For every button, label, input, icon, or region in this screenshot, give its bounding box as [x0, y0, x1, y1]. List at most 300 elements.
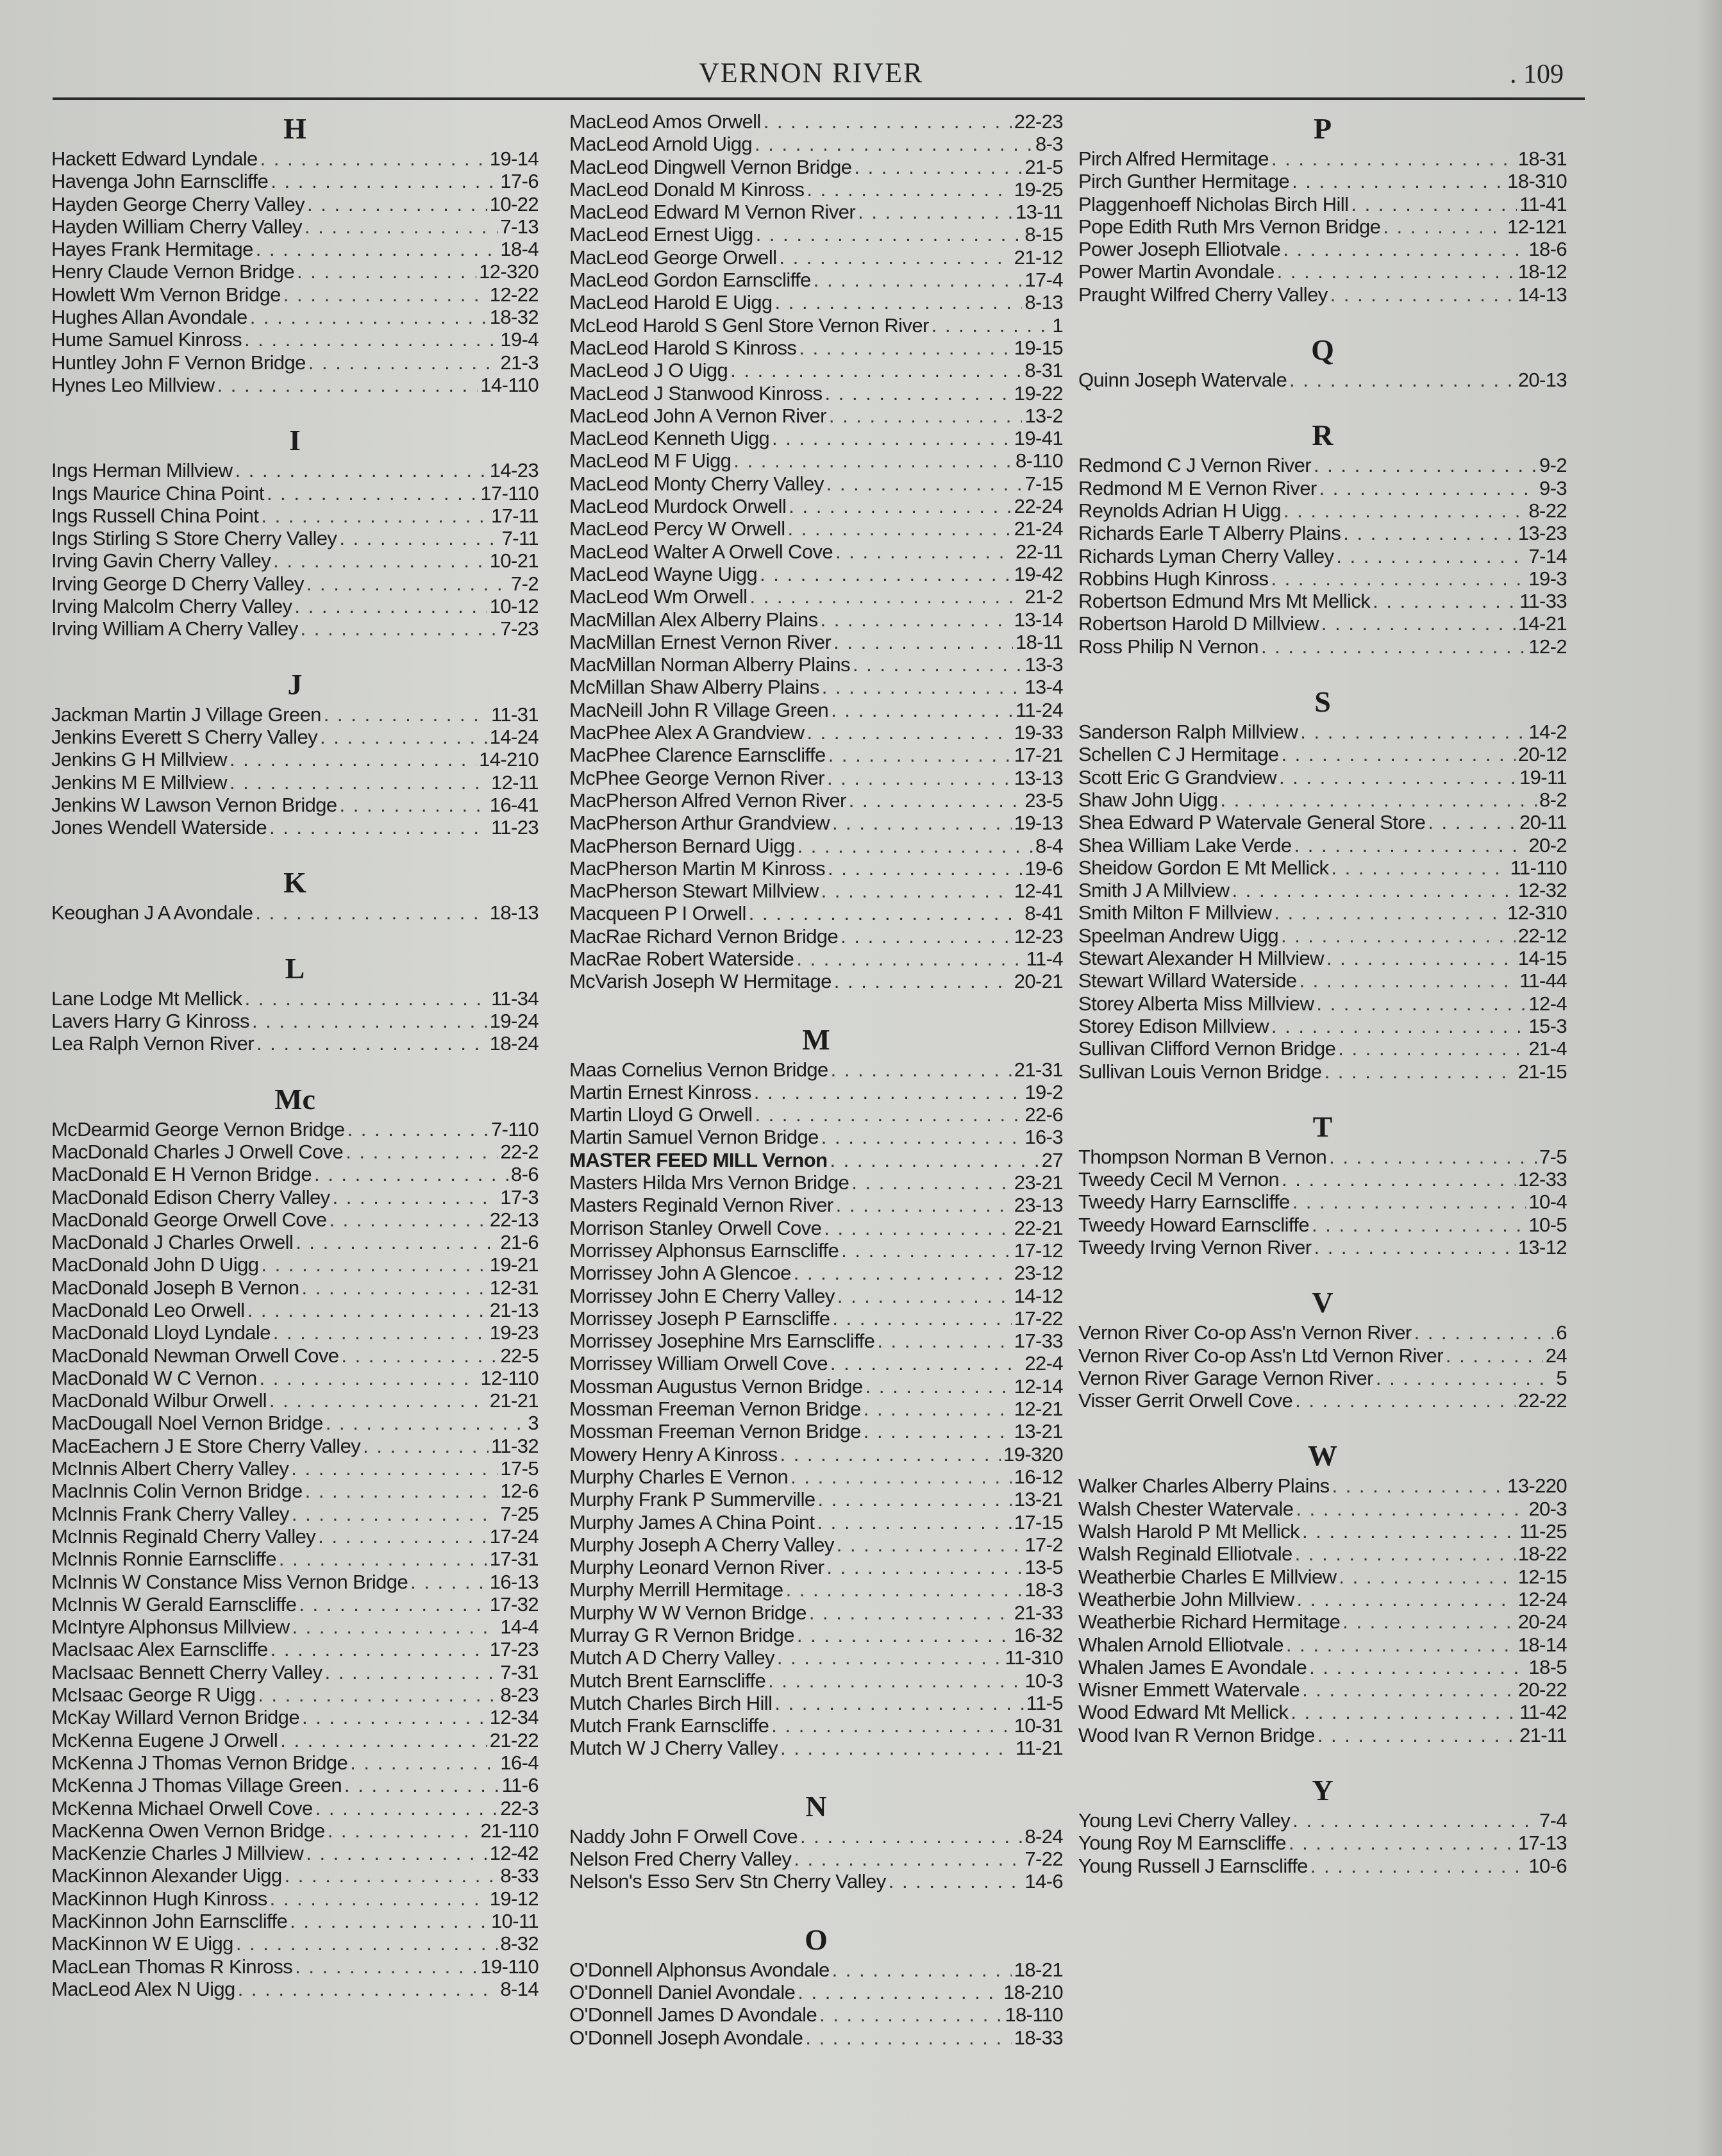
entry-phone: 18-11 — [1016, 630, 1063, 653]
directory-entry — [51, 748, 539, 771]
entry-name: MacPherson Stewart Millview — [569, 880, 819, 903]
directory-entry — [569, 1825, 1063, 1848]
entry-name: O'Donnell James D Avondale — [569, 2003, 817, 2026]
section-letter: O — [805, 1923, 828, 1956]
entry-name: Mossman Augustus Vernon Bridge — [569, 1375, 863, 1398]
directory-entry — [569, 744, 1063, 766]
directory-entry — [1078, 1678, 1567, 1701]
entry-name: Mowery Henry A Kinross — [569, 1442, 778, 1466]
entry-name: Tweedy Harry Earnscliffe — [1078, 1191, 1290, 1214]
entry-phone: 12-23 — [1014, 924, 1063, 948]
entry-phone: 22-3 — [500, 1796, 539, 1819]
leader-dots — [789, 495, 1011, 517]
entry-phone: 23-21 — [1014, 1171, 1063, 1194]
leader-dots — [780, 1443, 1001, 1466]
entry-name: Mutch W J Cherry Valley — [569, 1737, 778, 1760]
leader-dots — [1446, 1344, 1543, 1367]
entry-name: Hackett Edward Lyndale — [51, 147, 258, 170]
leader-dots — [1292, 1191, 1526, 1213]
entry-name: MacDonald George Orwell Cove — [51, 1208, 327, 1231]
directory-entry — [51, 1163, 539, 1185]
directory-entry — [569, 1375, 1063, 1398]
leader-dots — [830, 1149, 1039, 1171]
entry-name: Martin Ernest Kinross — [569, 1080, 751, 1103]
directory-entry — [569, 1737, 1063, 1759]
entry-phone: 11-34 — [491, 987, 539, 1010]
leader-dots — [794, 1262, 1012, 1284]
entry-name: McVarish Joseph W Hermitage — [569, 970, 832, 993]
leader-dots — [273, 549, 487, 572]
entry-phone: 13-11 — [1016, 201, 1063, 224]
entry-name: Tweedy Irving Vernon River — [1078, 1235, 1312, 1258]
entry-phone: 14-4 — [500, 1616, 539, 1639]
directory-entry — [569, 970, 1063, 992]
entry-phone: 21-2 — [1024, 585, 1063, 608]
directory-entry — [51, 1010, 539, 1032]
directory-entry — [1078, 635, 1567, 658]
entry-phone: 7-14 — [1528, 544, 1567, 567]
directory-entry — [569, 1217, 1063, 1239]
directory-entry — [1078, 1214, 1567, 1236]
leader-dots — [809, 1601, 1012, 1624]
directory-entry — [1078, 147, 1567, 170]
leader-dots — [306, 572, 508, 595]
entry-phone: 22-13 — [489, 1208, 539, 1231]
entry-phone: 19-42 — [1014, 562, 1063, 585]
leader-dots — [1232, 879, 1516, 901]
entry-name: MacKinnon W E Uigg — [51, 1932, 233, 1955]
directory-entry — [569, 767, 1063, 789]
directory-entry — [51, 1344, 539, 1367]
entry-phone: 10-4 — [1528, 1191, 1567, 1214]
entry-phone: 7-4 — [1539, 1809, 1567, 1832]
entry-name: Vernon River Co-op Ass'n Vernon River — [1078, 1321, 1412, 1344]
entry-phone: 7-110 — [491, 1117, 539, 1141]
entry-phone: 12-15 — [1517, 1565, 1567, 1588]
leader-dots — [1274, 901, 1505, 924]
leader-dots — [772, 427, 1012, 449]
leader-dots — [261, 505, 489, 527]
entry-phone: 10-5 — [1528, 1213, 1567, 1236]
directory-entry — [1078, 1146, 1567, 1168]
directory-entry — [569, 269, 1063, 291]
entry-name: Vernon River Garage Vernon River — [1078, 1366, 1373, 1389]
leader-dots — [261, 1253, 487, 1276]
column-2 — [569, 110, 1063, 2049]
page-edge-shadow — [1696, 0, 1722, 2156]
directory-entry — [1078, 1321, 1567, 1344]
directory-entry — [569, 585, 1063, 608]
leader-dots — [790, 1466, 1012, 1488]
entry-name: Young Levi Cherry Valley — [1078, 1809, 1291, 1832]
leader-dots — [333, 1186, 498, 1208]
leader-dots — [1383, 215, 1505, 238]
directory-entry — [1078, 1656, 1567, 1678]
entry-name: Power Martin Avondale — [1078, 260, 1275, 283]
directory-entry — [1078, 789, 1567, 811]
entry-phone: 6 — [1556, 1321, 1567, 1344]
entry-name: MacPhee Alex A Grandview — [569, 721, 805, 744]
directory-entry — [1078, 193, 1567, 215]
directory-entry — [51, 1774, 539, 1796]
leader-dots — [307, 193, 487, 215]
leader-dots — [1297, 1588, 1516, 1610]
directory-entry — [1078, 924, 1567, 947]
leader-dots — [1291, 1701, 1517, 1723]
leader-dots — [344, 1774, 499, 1796]
leader-dots — [932, 314, 1050, 337]
entry-phone: 19-23 — [489, 1321, 539, 1344]
leader-dots — [820, 608, 1011, 631]
leader-dots — [1299, 969, 1517, 992]
directory-entry — [569, 1239, 1063, 1262]
directory-entry — [51, 595, 539, 617]
entry-phone: 13-3 — [1024, 653, 1063, 676]
entry-name: Robertson Edmund Mrs Mt Mellick — [1078, 590, 1371, 613]
leader-dots — [798, 835, 1033, 857]
directory-entry — [569, 948, 1063, 970]
leader-dots — [1336, 545, 1526, 567]
entry-phone: 12-4 — [1528, 992, 1567, 1015]
directory-entry — [51, 1253, 539, 1276]
entry-name: Murphy Charles E Vernon — [569, 1465, 789, 1488]
entry-phone: 17-33 — [1014, 1330, 1063, 1353]
entry-name: Shea William Lake Verde — [1078, 833, 1292, 857]
directory-entry — [51, 193, 539, 215]
entry-phone: 17-6 — [500, 170, 539, 193]
entry-phone: 21-31 — [1014, 1058, 1063, 1081]
entry-phone: 8-6 — [510, 1163, 539, 1186]
entry-phone: 18-21 — [1014, 1958, 1063, 1981]
entry-name: MacRae Robert Waterside — [569, 947, 794, 970]
entry-name: MacNeill John R Village Green — [569, 698, 829, 721]
directory-entry — [51, 1299, 539, 1321]
directory-entry — [569, 517, 1063, 540]
section-letter: I — [289, 424, 301, 457]
directory-entry — [569, 1959, 1063, 1981]
leader-dots — [768, 1669, 1022, 1692]
entry-name: Huntley John F Vernon Bridge — [51, 351, 306, 374]
entry-phone: 10-31 — [1014, 1714, 1063, 1737]
entry-name: MacLeod Murdock Orwell — [569, 495, 787, 518]
entry-name: Morrissey Alphonsus Earnscliffe — [569, 1239, 839, 1262]
directory-entry — [1078, 721, 1567, 743]
leader-dots — [1314, 1236, 1515, 1258]
entry-name: McKenna Eugene J Orwell — [51, 1728, 278, 1751]
directory-entry — [51, 283, 539, 306]
entry-name: McInnis Reginald Cherry Valley — [51, 1525, 316, 1548]
entry-name: MacLeod Ernest Uigg — [569, 223, 753, 246]
leader-dots — [819, 2003, 1002, 2026]
entry-phone: 18-12 — [1517, 260, 1567, 283]
leader-dots — [347, 1118, 489, 1141]
entry-phone: 12-14 — [1014, 1375, 1063, 1398]
entry-name: MacDonald W C Vernon — [51, 1366, 257, 1389]
entry-name: Weatherbie Charles E Millview — [1078, 1565, 1337, 1588]
entry-phone: 12-110 — [480, 1366, 539, 1389]
entry-phone: 17-23 — [489, 1638, 539, 1661]
entry-phone: 16-3 — [1024, 1126, 1063, 1149]
entry-phone: 19-4 — [500, 328, 539, 351]
entry-name: MacDonald Lloyd Lyndale — [51, 1321, 271, 1344]
entry-phone: 12-11 — [491, 771, 539, 794]
entry-name: McKenna J Thomas Vernon Bridge — [51, 1751, 348, 1774]
leader-dots — [340, 794, 487, 816]
leader-dots — [1310, 1855, 1526, 1877]
entry-name: McInnis W Constance Miss Vernon Bridge — [51, 1570, 408, 1593]
entry-phone: 22-4 — [1024, 1352, 1063, 1375]
entry-phone: 19-24 — [489, 1010, 539, 1033]
entry-name: MacDonald J Charles Orwell — [51, 1231, 294, 1254]
directory-entry — [569, 359, 1063, 381]
leader-dots — [1281, 743, 1515, 765]
leader-dots — [831, 699, 1013, 721]
entry-name: MacRae Richard Vernon Bridge — [569, 924, 839, 948]
entry-name: Shaw John Uigg — [1078, 788, 1218, 811]
leader-dots — [306, 1842, 487, 1864]
leader-dots — [756, 223, 1023, 246]
entry-name: Pirch Gunther Hermitage — [1078, 170, 1290, 193]
leader-dots — [280, 1729, 487, 1751]
entry-phone: 20-13 — [1517, 369, 1567, 392]
entry-name: MacLeod John A Vernon River — [569, 404, 826, 427]
entry-phone: 7-25 — [500, 1502, 539, 1525]
leader-dots — [326, 1412, 526, 1434]
directory-entry — [1078, 1855, 1567, 1877]
entry-phone: 17-13 — [1517, 1832, 1567, 1855]
entry-name: MacLeod Wayne Uigg — [569, 562, 758, 585]
entry-phone: 24 — [1545, 1344, 1567, 1367]
entry-phone: 19-2 — [1024, 1080, 1063, 1103]
entry-name: MacLeod Harold E Uigg — [569, 291, 773, 314]
directory-entry — [1078, 477, 1567, 499]
entry-phone: 19-14 — [489, 147, 539, 170]
leader-dots — [829, 405, 1022, 427]
entry-name: Lea Ralph Vernon River — [51, 1032, 254, 1055]
entry-name: Ings Russell China Point — [51, 504, 259, 527]
entry-phone: 14-23 — [489, 459, 539, 482]
entry-name: Morrissey John E Cherry Valley — [569, 1284, 835, 1307]
leader-dots — [836, 1194, 1012, 1216]
directory-entry — [51, 1032, 539, 1055]
entry-name: Murphy James A China Point — [569, 1510, 815, 1533]
entry-phone: 12-34 — [489, 1706, 539, 1729]
directory-entry — [51, 1661, 539, 1684]
leader-dots — [805, 2026, 1011, 2049]
entry-phone: 3 — [528, 1412, 539, 1435]
entry-phone: 21-4 — [1528, 1037, 1567, 1060]
leader-dots — [807, 721, 1011, 744]
entry-phone: 11-310 — [1005, 1646, 1063, 1669]
leader-dots — [1292, 1809, 1537, 1832]
entry-phone: 9-2 — [1539, 454, 1567, 477]
entry-name: MacKinnon Alexander Uigg — [51, 1864, 282, 1887]
leader-dots — [346, 1141, 497, 1163]
directory-entry — [51, 1435, 539, 1457]
directory-entry — [1078, 369, 1567, 391]
directory-entry — [569, 1981, 1063, 2003]
entry-phone: 22-6 — [1024, 1103, 1063, 1126]
leader-dots — [828, 857, 1022, 880]
leader-dots — [247, 1299, 487, 1321]
directory-entry — [1078, 1015, 1567, 1037]
entry-phone: 18-24 — [489, 1032, 539, 1055]
directory-entry — [51, 726, 539, 748]
leader-dots — [1282, 1168, 1516, 1191]
entry-name: O'Donnell Daniel Avondale — [569, 1980, 796, 2003]
directory-entry — [51, 1955, 539, 1978]
entry-name: Quinn Joseph Watervale — [1078, 369, 1287, 392]
entry-phone: 21-5 — [1024, 155, 1063, 178]
directory-entry — [51, 1231, 539, 1253]
leader-dots — [292, 1503, 498, 1525]
entry-name: MacLeod Arnold Uigg — [569, 133, 753, 156]
entry-name: MacLeod Donald M Kinross — [569, 178, 805, 201]
entry-name: Stewart Willard Waterside — [1078, 969, 1297, 992]
leader-dots — [291, 1457, 497, 1480]
directory-entry — [51, 1141, 539, 1163]
leader-dots — [299, 1593, 487, 1616]
leader-dots — [1312, 1214, 1526, 1236]
directory-entry — [51, 1276, 539, 1299]
directory-entry — [569, 1330, 1063, 1352]
entry-name: Walsh Harold P Mt Mellick — [1078, 1520, 1300, 1543]
directory-entry — [1078, 260, 1567, 283]
leader-dots — [865, 1375, 1012, 1398]
directory-entry — [51, 1548, 539, 1570]
leader-dots — [318, 1525, 487, 1548]
entry-phone: 14-2 — [1528, 721, 1567, 744]
directory-entry — [51, 1842, 539, 1864]
entry-name: Redmond C J Vernon River — [1078, 454, 1311, 477]
leader-dots — [1321, 612, 1516, 635]
leader-dots — [244, 328, 497, 351]
entry-name: Richards Lyman Cherry Valley — [1078, 544, 1334, 567]
leader-dots — [822, 676, 1023, 698]
entry-name: MacLeod Wm Orwell — [569, 585, 748, 608]
leader-dots — [339, 527, 499, 549]
entry-phone: 18-32 — [489, 306, 539, 329]
entry-name: Morrissey John A Glencoe — [569, 1262, 791, 1285]
directory-entry — [1078, 1037, 1567, 1060]
entry-name: MacMillan Ernest Vernon River — [569, 630, 832, 653]
leader-dots — [329, 1208, 487, 1231]
entry-phone: 22-5 — [500, 1344, 539, 1367]
directory-entry — [51, 1208, 539, 1231]
directory-entry — [569, 156, 1063, 178]
section-letter: L — [285, 951, 305, 985]
leader-dots — [314, 1163, 508, 1185]
directory-entry — [569, 902, 1063, 924]
directory-entry — [1078, 1520, 1567, 1542]
leader-dots — [1300, 721, 1526, 743]
entry-phone: 18-5 — [1528, 1655, 1567, 1678]
leader-dots — [824, 1217, 1011, 1239]
entry-name: McKay Willard Vernon Bridge — [51, 1706, 299, 1729]
entry-phone: 18-210 — [1003, 1980, 1063, 2003]
entry-phone: 8-41 — [1024, 902, 1063, 925]
leader-dots — [1314, 454, 1537, 476]
leader-dots — [341, 1344, 497, 1367]
directory-entry — [569, 1533, 1063, 1556]
entry-phone: 19-15 — [1014, 336, 1063, 359]
entry-phone: 7-13 — [500, 215, 539, 238]
entry-name: Hughes Allan Avondale — [51, 306, 247, 329]
directory-entry — [51, 1503, 539, 1525]
entry-name: Wood Ivan R Vernon Bridge — [1078, 1723, 1315, 1746]
entry-name: Irving Malcolm Cherry Valley — [51, 595, 292, 618]
leader-dots — [777, 1646, 1003, 1669]
directory-entry — [569, 812, 1063, 834]
entry-name: Wisner Emmett Watervale — [1078, 1678, 1300, 1701]
entry-name: Morrison Stanley Orwell Cove — [569, 1216, 822, 1239]
leader-dots — [877, 1330, 1011, 1352]
leader-dots — [798, 1981, 1001, 2003]
entry-name: Jackman Martin J Village Green — [51, 703, 321, 726]
entry-name: McInnis W Gerald Earnscliffe — [51, 1592, 297, 1616]
leader-dots — [1289, 369, 1516, 391]
entry-name: Jenkins W Lawson Vernon Bridge — [51, 793, 337, 816]
entry-name: Young Roy M Earnscliffe — [1078, 1832, 1286, 1855]
entry-phone: 20-11 — [1519, 811, 1567, 834]
entry-phone: 7-2 — [510, 572, 539, 595]
directory-entry — [569, 495, 1063, 517]
leader-dots — [821, 1126, 1023, 1148]
leader-dots — [831, 1058, 1012, 1081]
directory-entry — [1078, 1832, 1567, 1854]
directory-entry — [569, 721, 1063, 744]
leader-dots — [1376, 1367, 1554, 1389]
directory-entry — [51, 1186, 539, 1208]
leader-dots — [817, 1511, 1011, 1533]
entry-phone: 11-41 — [1519, 192, 1567, 215]
entry-name: Ross Philip N Vernon — [1078, 635, 1258, 658]
directory-entry — [51, 1864, 539, 1887]
entry-phone: 8-22 — [1528, 499, 1567, 522]
directory-entry — [1078, 170, 1567, 192]
leader-dots — [294, 595, 487, 617]
leader-dots — [1261, 635, 1526, 658]
entry-phone: 8-14 — [500, 1977, 539, 2000]
leader-dots — [292, 1616, 497, 1638]
leader-dots — [1302, 1520, 1517, 1542]
entry-phone: 8-110 — [1016, 449, 1063, 472]
entry-phone: 21-12 — [1014, 246, 1063, 269]
entry-name: Howlett Wm Vernon Bridge — [51, 283, 281, 306]
entry-phone: 17-11 — [491, 504, 539, 527]
leader-dots — [807, 178, 1011, 201]
entry-name: McInnis Ronnie Earnscliffe — [51, 1548, 276, 1571]
leader-dots — [1326, 947, 1516, 969]
entry-phone: 13-4 — [1024, 676, 1063, 699]
directory-entry — [51, 1616, 539, 1638]
leader-dots — [273, 1321, 487, 1344]
leader-dots — [796, 948, 1023, 970]
entry-phone: 12-6 — [500, 1480, 539, 1503]
entry-phone: 19-320 — [1003, 1442, 1063, 1466]
entry-name: MacDonald Edison Cherry Valley — [51, 1185, 330, 1208]
entry-phone: 19-11 — [1519, 765, 1567, 789]
directory-entry — [1078, 1498, 1567, 1520]
leader-dots — [1331, 857, 1507, 879]
entry-phone: 16-13 — [489, 1570, 539, 1593]
directory-entry — [569, 1646, 1063, 1669]
leader-dots — [858, 201, 1013, 223]
entry-name: Tweedy Howard Earnscliffe — [1078, 1213, 1310, 1236]
entry-phone: 7-5 — [1539, 1145, 1567, 1168]
entry-phone: 10-3 — [1024, 1669, 1063, 1692]
entry-name: MacPherson Alfred Vernon River — [569, 789, 846, 812]
